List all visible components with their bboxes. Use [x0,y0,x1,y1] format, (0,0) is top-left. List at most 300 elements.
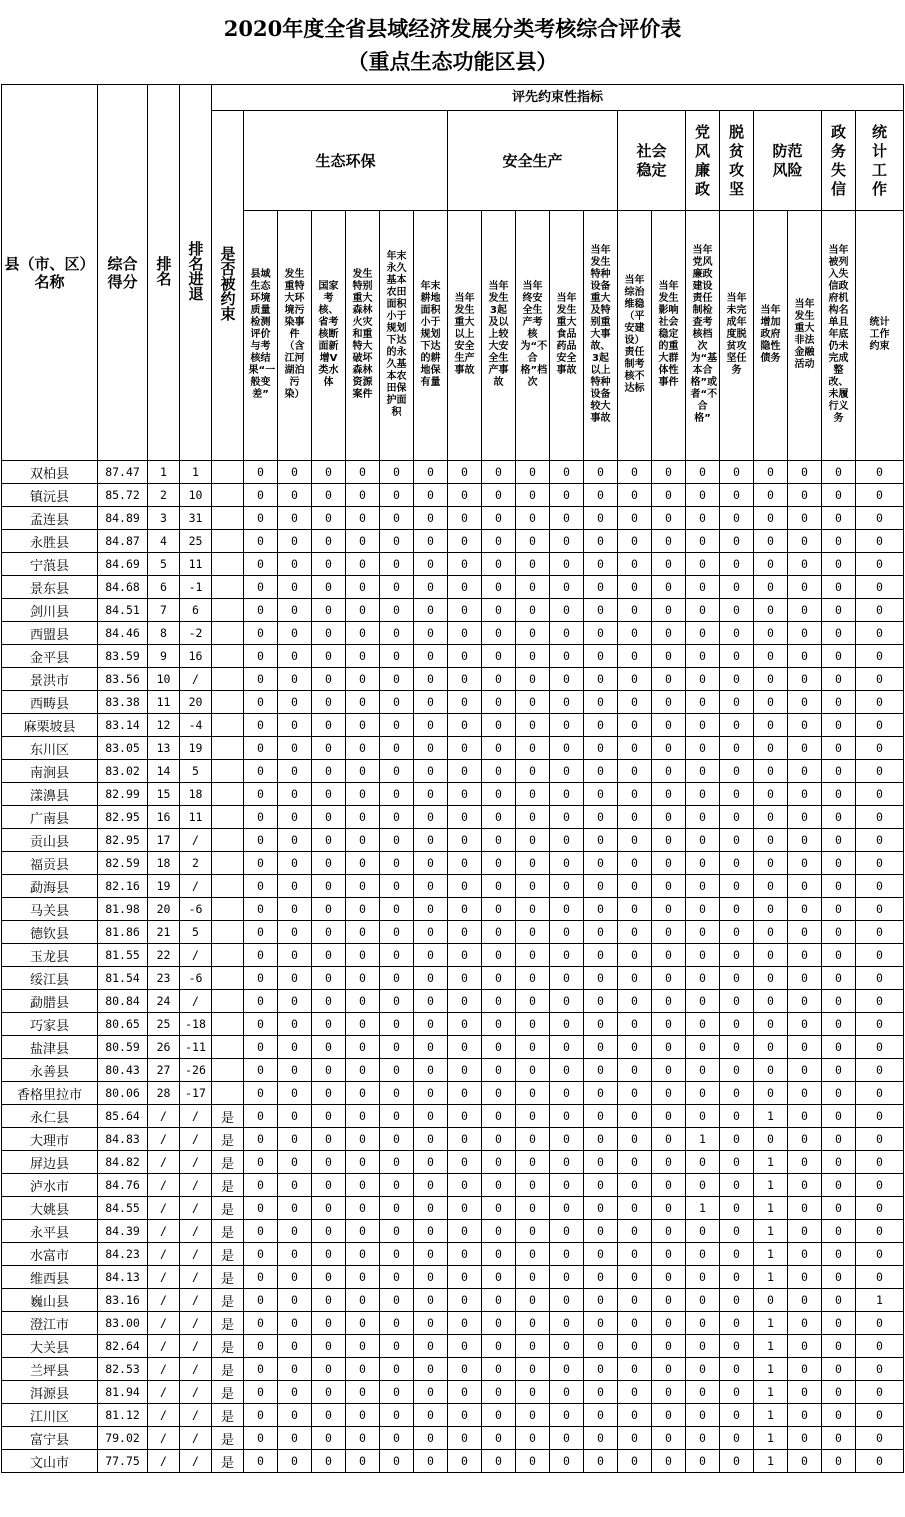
indicator-cell: 0 [754,461,788,484]
table-row [2,1059,904,1082]
indicator-cell: 0 [482,1197,516,1220]
indicator-cell: 0 [856,875,904,898]
indicator-cell: 0 [652,1289,686,1312]
constrained-cell [212,553,244,576]
indicator-cell: 0 [414,967,448,990]
indicator-cell: 0 [312,622,346,645]
indicator-cell: 0 [822,783,856,806]
score-cell: 81.12 [98,1404,148,1427]
indicator-cell: 0 [346,1381,380,1404]
indicator-cell: 0 [720,875,754,898]
indicator-cell: 0 [346,1312,380,1335]
county-name: 大理市 [2,1128,98,1151]
indicator-cell: 1 [754,1312,788,1335]
change-cell: -1 [180,576,212,599]
indicator-cell: 0 [244,1266,278,1289]
indicator-cell: 0 [822,1128,856,1151]
indicator-cell: 0 [278,1312,312,1335]
indicator-cell: 0 [482,668,516,691]
indicator-cell: 0 [244,1197,278,1220]
indicator-cell: 0 [448,622,482,645]
constrained-cell [212,484,244,507]
indicator-cell: 0 [856,1174,904,1197]
indicator-cell: 0 [618,507,652,530]
indicator-cell: 0 [788,1059,822,1082]
indicator-cell: 0 [720,783,754,806]
constrained-cell [212,990,244,1013]
county-name: 东川区 [2,737,98,760]
indicator-cell: 0 [312,1036,346,1059]
indicator-cell: 0 [584,599,618,622]
indicator-cell: 0 [822,737,856,760]
indicator-cell: 0 [346,1197,380,1220]
indicator-cell: 0 [754,599,788,622]
constrained-cell: 是 [212,1105,244,1128]
indicator-cell: 0 [414,1105,448,1128]
indicator-cell: 0 [652,1243,686,1266]
indicator-cell: 0 [448,829,482,852]
indicator-cell: 0 [822,1312,856,1335]
indicator-cell: 0 [482,1289,516,1312]
indicator-cell: 0 [550,921,584,944]
change-cell: 18 [180,783,212,806]
rank-cell: 20 [148,898,180,921]
indicator-cell: 0 [448,1289,482,1312]
indicator-cell: 0 [346,576,380,599]
indicator-cell: 0 [278,1358,312,1381]
header-group-poverty: 脱贫攻坚 [720,111,754,211]
indicator-cell: 0 [618,1335,652,1358]
indicator-cell: 0 [414,1174,448,1197]
indicator-cell: 0 [584,852,618,875]
rank-cell: 11 [148,691,180,714]
indicator-cell: 0 [618,1151,652,1174]
indicator-cell: 0 [516,1358,550,1381]
table-row [2,576,904,599]
change-cell: / [180,1151,212,1174]
change-cell: / [180,1243,212,1266]
indicator-cell: 0 [788,645,822,668]
indicator-cell: 0 [720,1105,754,1128]
indicator-cell: 0 [788,1013,822,1036]
indicator-cell: 0 [618,1220,652,1243]
table-row [2,1013,904,1036]
rank-cell: / [148,1105,180,1128]
score-cell: 82.64 [98,1335,148,1358]
indicator-cell: 0 [312,461,346,484]
table-row [2,599,904,622]
indicator-cell: 0 [346,898,380,921]
rank-cell: / [148,1450,180,1473]
indicator-cell: 0 [448,645,482,668]
indicator-cell: 0 [278,714,312,737]
indicator-cell: 0 [618,622,652,645]
constrained-cell [212,875,244,898]
indicator-cell: 0 [448,1266,482,1289]
indicator-cell: 0 [856,1105,904,1128]
indicator-cell: 0 [380,622,414,645]
county-name: 镇沅县 [2,484,98,507]
indicator-cell: 0 [414,553,448,576]
indicator-cell: 0 [618,1197,652,1220]
constrained-cell [212,760,244,783]
indicator-cell: 0 [312,1381,346,1404]
indicator-cell: 0 [516,898,550,921]
indicator-cell: 0 [312,944,346,967]
indicator-cell: 0 [584,990,618,1013]
indicator-cell: 0 [414,576,448,599]
indicator-cell: 0 [516,829,550,852]
rank-cell: / [148,1128,180,1151]
indicator-cell: 0 [516,1335,550,1358]
indicator-cell: 0 [278,668,312,691]
indicator-cell: 0 [244,1174,278,1197]
indicator-cell: 0 [482,461,516,484]
rank-cell: 3 [148,507,180,530]
change-cell: 11 [180,553,212,576]
indicator-cell: 0 [448,530,482,553]
indicator-cell: 0 [856,484,904,507]
indicator-cell: 0 [550,1151,584,1174]
indicator-cell: 0 [584,1220,618,1243]
county-name: 永平县 [2,1220,98,1243]
indicator-cell: 0 [380,1105,414,1128]
indicator-cell: 0 [856,507,904,530]
indicator-cell: 0 [788,599,822,622]
indicator-cell: 0 [516,1381,550,1404]
indicator-cell: 0 [652,1151,686,1174]
score-cell: 84.39 [98,1220,148,1243]
indicator-cell: 0 [822,714,856,737]
indicator-cell: 0 [652,599,686,622]
indicator-cell: 0 [312,829,346,852]
score-cell: 83.16 [98,1289,148,1312]
indicator-cell: 0 [584,1013,618,1036]
indicator-cell: 0 [788,737,822,760]
indicator-cell: 0 [244,1036,278,1059]
indicator-cell: 0 [346,1335,380,1358]
indicator-cell: 0 [482,875,516,898]
county-name: 永仁县 [2,1105,98,1128]
indicator-cell: 0 [788,1174,822,1197]
indicator-cell: 0 [686,806,720,829]
indicator-cell: 0 [244,967,278,990]
rank-cell: 14 [148,760,180,783]
indicator-cell: 0 [584,668,618,691]
indicator-cell: 0 [856,829,904,852]
table-row [2,898,904,921]
indicator-cell: 0 [448,1013,482,1036]
indicator-cell: 0 [448,1404,482,1427]
indicator-cell: 0 [346,967,380,990]
indicator-cell: 0 [278,645,312,668]
indicator-cell: 0 [312,484,346,507]
indicator-cell: 0 [414,944,448,967]
indicator-cell: 0 [856,1197,904,1220]
score-cell: 83.05 [98,737,148,760]
indicator-cell: 0 [720,1427,754,1450]
indicator-cell: 0 [720,1243,754,1266]
indicator-cell: 0 [516,1151,550,1174]
rank-cell: 24 [148,990,180,1013]
indicator-cell: 0 [584,1266,618,1289]
change-cell: / [180,668,212,691]
indicator-cell: 0 [448,1036,482,1059]
county-name: 景洪市 [2,668,98,691]
indicator-cell: 0 [618,599,652,622]
indicator-cell: 0 [448,1197,482,1220]
constrained-cell [212,921,244,944]
indicator-cell: 0 [788,1404,822,1427]
table-row [2,737,904,760]
county-name: 大姚县 [2,1197,98,1220]
indicator-cell: 0 [686,1220,720,1243]
indicator-cell: 0 [312,783,346,806]
indicator-cell: 0 [244,1013,278,1036]
rank-cell: 25 [148,1013,180,1036]
indicator-cell: 0 [516,1105,550,1128]
indicator-cell: 0 [346,1059,380,1082]
indicator-cell: 0 [822,921,856,944]
county-name: 绥江县 [2,967,98,990]
constrained-cell [212,737,244,760]
indicator-cell: 0 [414,461,448,484]
indicator-cell: 0 [346,1266,380,1289]
indicator-cell: 0 [856,898,904,921]
table-row [2,1243,904,1266]
indicator-cell: 0 [856,1312,904,1335]
county-name: 维西县 [2,1266,98,1289]
indicator-cell: 0 [788,1427,822,1450]
constrained-cell [212,576,244,599]
indicator-cell: 0 [856,990,904,1013]
indicator-cell: 0 [618,1289,652,1312]
indicator-cell: 0 [652,1427,686,1450]
county-name: 勐腊县 [2,990,98,1013]
indicator-cell: 0 [244,1381,278,1404]
indicator-cell: 0 [278,1404,312,1427]
indicator-cell: 0 [754,921,788,944]
indicator-cell: 0 [244,737,278,760]
indicator-cell: 0 [720,668,754,691]
indicator-cell: 0 [686,461,720,484]
constrained-cell: 是 [212,1128,244,1151]
score-cell: 84.82 [98,1151,148,1174]
indicator-cell: 0 [346,1036,380,1059]
change-cell: -6 [180,967,212,990]
indicator-cell: 0 [652,1312,686,1335]
indicator-cell: 0 [856,599,904,622]
indicator-cell: 0 [516,461,550,484]
indicator-cell: 0 [278,530,312,553]
constrained-cell: 是 [212,1266,244,1289]
indicator-cell: 0 [618,1450,652,1473]
indicator-cell: 0 [380,852,414,875]
indicator-cell: 0 [822,875,856,898]
rank-cell: / [148,1289,180,1312]
indicator-cell: 0 [822,1450,856,1473]
indicator-cell: 1 [754,1220,788,1243]
indicator-cell: 0 [822,1381,856,1404]
rank-cell: 5 [148,553,180,576]
indicator-cell: 0 [516,1082,550,1105]
indicator-cell: 0 [584,622,618,645]
score-cell: 77.75 [98,1450,148,1473]
indicator-cell: 0 [856,944,904,967]
indicator-cell: 0 [516,1312,550,1335]
table-row [2,484,904,507]
indicator-cell: 0 [516,530,550,553]
rank-cell: 12 [148,714,180,737]
indicator-cell: 0 [652,1174,686,1197]
table-row [2,1289,904,1312]
indicator-cell: 0 [346,783,380,806]
indicator-cell: 0 [346,668,380,691]
indicator-cell: 0 [584,737,618,760]
rank-cell: / [148,1358,180,1381]
indicator-cell: 0 [448,783,482,806]
rank-cell: / [148,1312,180,1335]
indicator-cell: 0 [244,1059,278,1082]
indicator-cell: 0 [516,645,550,668]
indicator-cell: 0 [652,1082,686,1105]
table-row [2,461,904,484]
score-cell: 82.59 [98,852,148,875]
indicator-cell: 0 [822,1404,856,1427]
table-row [2,990,904,1013]
indicator-cell: 0 [788,1105,822,1128]
header-county: 县（市、区）名称 [2,85,98,461]
county-name: 马关县 [2,898,98,921]
indicator-cell: 0 [380,944,414,967]
indicator-cell: 0 [550,1013,584,1036]
indicator-cell: 0 [516,1220,550,1243]
indicator-cell: 0 [312,852,346,875]
indicator-cell: 0 [618,852,652,875]
indicator-cell: 0 [448,737,482,760]
indicator-cell: 0 [550,714,584,737]
indicator-cell: 0 [788,967,822,990]
constrained-cell [212,1082,244,1105]
indicator-cell: 0 [618,737,652,760]
indicator-cell: 0 [414,852,448,875]
indicator-cell: 0 [516,1174,550,1197]
indicator-cell: 0 [482,714,516,737]
indicator-cell: 0 [652,1381,686,1404]
header-indicator-13: 当年发生影响社会稳定的重大群体性事件 [652,211,686,461]
indicator-cell: 0 [550,1128,584,1151]
rank-cell: 4 [148,530,180,553]
table-row [2,1128,904,1151]
indicator-cell: 0 [720,530,754,553]
header-indicator-6: 年末耕地面积小于规划下达的耕地保有量 [414,211,448,461]
indicator-cell: 0 [482,1243,516,1266]
score-cell: 81.98 [98,898,148,921]
indicator-cell: 0 [312,1243,346,1266]
rank-cell: 21 [148,921,180,944]
change-cell: 5 [180,921,212,944]
indicator-cell: 0 [788,1151,822,1174]
indicator-cell: 0 [754,484,788,507]
indicator-cell: 0 [516,1289,550,1312]
indicator-cell: 0 [414,1036,448,1059]
indicator-cell: 0 [346,484,380,507]
table-row [2,714,904,737]
indicator-cell: 0 [448,1243,482,1266]
indicator-cell: 0 [550,1289,584,1312]
change-cell: / [180,1220,212,1243]
score-cell: 84.83 [98,1128,148,1151]
county-name: 德钦县 [2,921,98,944]
indicator-cell: 0 [244,806,278,829]
indicator-cell: 0 [312,760,346,783]
table-row [2,852,904,875]
indicator-cell: 0 [822,760,856,783]
indicator-cell: 0 [618,783,652,806]
indicator-cell: 0 [346,461,380,484]
indicator-cell: 0 [550,530,584,553]
change-cell: / [180,1404,212,1427]
indicator-cell: 0 [652,1450,686,1473]
constrained-cell [212,691,244,714]
indicator-cell: 0 [686,944,720,967]
indicator-cell: 0 [516,1427,550,1450]
indicator-cell: 0 [618,1312,652,1335]
county-name: 福贡县 [2,852,98,875]
rank-cell: 6 [148,576,180,599]
indicator-cell: 0 [584,1427,618,1450]
score-cell: 82.95 [98,829,148,852]
score-cell: 84.51 [98,599,148,622]
indicator-cell: 0 [822,507,856,530]
indicator-cell: 0 [618,921,652,944]
change-cell: 31 [180,507,212,530]
indicator-cell: 0 [788,691,822,714]
indicator-cell: 0 [380,1404,414,1427]
indicator-cell: 0 [754,875,788,898]
indicator-cell: 0 [550,1358,584,1381]
indicator-cell: 1 [686,1128,720,1151]
indicator-cell: 0 [788,1197,822,1220]
county-name: 景东县 [2,576,98,599]
indicator-cell: 0 [856,714,904,737]
table-row [2,1151,904,1174]
indicator-cell: 0 [856,576,904,599]
indicator-cell: 0 [346,1358,380,1381]
constrained-cell: 是 [212,1289,244,1312]
indicator-cell: 0 [380,1197,414,1220]
indicator-cell: 0 [414,599,448,622]
indicator-cell: 0 [856,806,904,829]
indicator-cell: 0 [652,530,686,553]
indicator-cell: 0 [584,944,618,967]
indicator-cell: 0 [346,1243,380,1266]
indicator-cell: 0 [788,1266,822,1289]
indicator-cell: 0 [788,484,822,507]
indicator-cell: 0 [346,1450,380,1473]
indicator-cell: 0 [618,898,652,921]
indicator-cell: 0 [516,852,550,875]
indicator-cell: 0 [652,806,686,829]
score-cell: 80.84 [98,990,148,1013]
indicator-cell: 0 [584,1059,618,1082]
indicator-cell: 0 [414,645,448,668]
indicator-cell: 0 [754,783,788,806]
indicator-cell: 0 [346,691,380,714]
indicator-cell: 0 [822,1105,856,1128]
indicator-cell: 0 [244,1312,278,1335]
indicator-cell: 0 [516,1059,550,1082]
